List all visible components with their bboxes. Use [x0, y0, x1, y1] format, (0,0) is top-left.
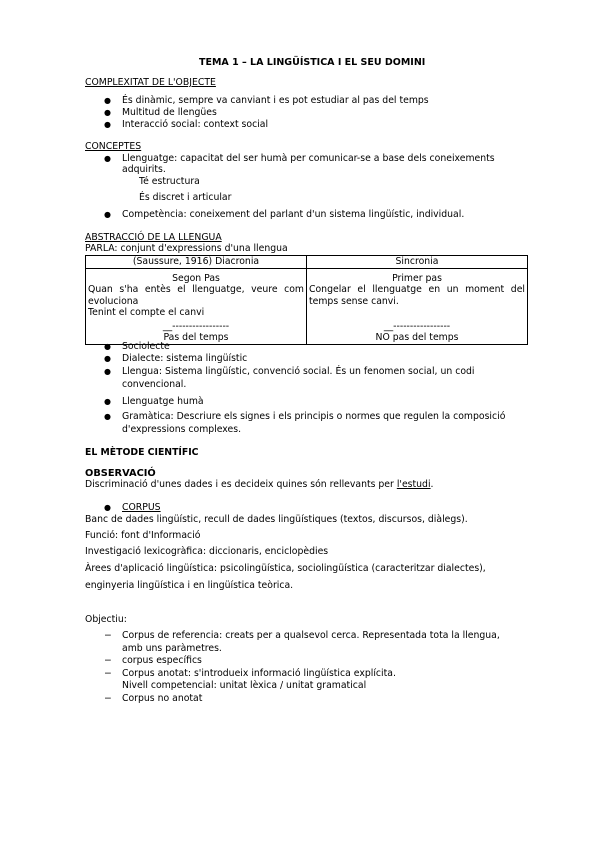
- list-item-cont: convencional.: [122, 379, 187, 390]
- list-item: Gramàtica: Descriure els signes i els principis o normes que regulen la composició: [122, 411, 506, 422]
- dash-item: Corpus de referencia: creats per a qualsevol cerca. Representada tota la llengua,: [122, 630, 500, 641]
- left-text2: Tenint el compte el canvi: [88, 307, 205, 318]
- observacio-heading: OBSERVACIÓ: [85, 468, 156, 479]
- bullet-icon: ●: [104, 503, 111, 512]
- right-text: Congelar el llenguatge en un moment del temps sense canvi.: [309, 284, 525, 307]
- parla-definition: PARLA: conjunt d'expressions d'una llengua: [85, 243, 288, 254]
- bullet-icon: ●: [104, 412, 111, 421]
- left-footer: Pas del temps: [163, 332, 229, 343]
- bullet-icon: ●: [104, 367, 111, 376]
- dash-icon: −: [104, 693, 112, 704]
- left-line: __-----------------: [162, 320, 230, 332]
- list-item: Sociolecte: [122, 341, 170, 352]
- investigacio-text: Investigació lexicogràfica: diccionaris, enciclopèdies: [85, 546, 329, 557]
- corpus-heading: CORPUS: [122, 502, 161, 513]
- dash-item: corpus específics: [122, 655, 202, 666]
- metode-heading: EL MÈTODE CIENTÍFIC: [85, 447, 199, 458]
- left-text: Quan s'ha entès el llenguatge, veure com evoluciona: [88, 284, 304, 307]
- table-header-left: (Saussure, 1916) Diacronia: [86, 256, 307, 269]
- complexitat-heading: COMPLEXITAT DE L'OBJECTE: [85, 77, 216, 88]
- table-header-right: Sincronia: [307, 256, 528, 269]
- bullet-icon: ●: [104, 342, 111, 351]
- primer-pas: Primer pas: [392, 272, 442, 284]
- bullet-icon: ●: [104, 397, 111, 406]
- right-line: __-----------------: [383, 320, 451, 332]
- bullet-icon: ●: [104, 108, 111, 117]
- dash-icon: −: [104, 668, 112, 679]
- bullet-icon: ●: [104, 354, 111, 363]
- bullet-icon: ●: [104, 96, 111, 105]
- list-item-cont: d'expressions complexes.: [122, 424, 242, 435]
- dash-icon: −: [104, 630, 112, 641]
- dash-icon: −: [104, 655, 112, 666]
- banc-text: Banc de dades lingüístic, recull de dades lingüístiques (textos, discursos, diàlegs).: [85, 514, 468, 525]
- dash-item: Corpus anotat: s'introdueix informació lingüística explícita.: [122, 668, 396, 679]
- list-item-cont: adquirits.: [122, 164, 166, 175]
- list-item: És dinàmic, sempre va canviant i es pot estudiar al pas del temps: [122, 95, 429, 106]
- arees-text-cont: enginyeria lingüística i en lingüística teòrica.: [85, 580, 294, 591]
- list-item: Llenguatge: capacitat del ser humà per comunicar-se a base dels coneixements: [122, 153, 495, 164]
- sub-item: És discret i articular: [139, 192, 232, 203]
- arees-text: Àrees d'aplicació lingüística: psicolingüística, sociolingüística (caracteritzar dialectes),: [85, 563, 486, 574]
- table-cell-right: [307, 268, 528, 344]
- bullet-icon: ●: [104, 210, 111, 219]
- estudi-link: l'estudi: [396, 479, 431, 490]
- list-item: Dialecte: sistema lingüístic: [122, 353, 248, 364]
- observacio-text: Discriminació d'unes dades i es decideix quines són rellevants per l'estudi.: [85, 479, 434, 490]
- bullet-icon: ●: [104, 120, 111, 129]
- list-item: Competència: coneixement del parlant d'un sistema lingüístic, individual.: [122, 209, 465, 220]
- sub-item: Té estructura: [139, 176, 200, 187]
- funcio-text: Funció: font d'Informació: [85, 530, 201, 541]
- list-item: Llenguatge humà: [122, 396, 204, 407]
- list-item: Interacció social: context social: [122, 119, 269, 130]
- objectiu-label: Objectiu:: [85, 614, 127, 625]
- conceptes-heading: CONCEPTES: [85, 141, 142, 152]
- list-item: Multitud de llengües: [122, 107, 217, 118]
- dash-item-cont: Nivell competencial: unitat lèxica / unitat gramatical: [122, 680, 367, 691]
- table-cell-left: [86, 268, 307, 344]
- right-footer: NO pas del temps: [375, 332, 459, 343]
- dash-item-cont: amb uns paràmetres.: [122, 643, 222, 654]
- dash-item: Corpus no anotat: [122, 693, 203, 704]
- page-title: TEMA 1 – LA LINGÜÍSTICA I EL SEU DOMINI: [199, 57, 426, 68]
- segon-pas: Segon Pas: [172, 272, 220, 284]
- abstraccio-heading: ABSTRACCIÓ DE LA LLENGUA: [85, 232, 222, 243]
- list-item: Llengua: Sistema lingüístic, convenció social. És un fenomen social, un codi: [122, 366, 475, 377]
- diacronia-sincronia-table: [85, 255, 528, 345]
- bullet-icon: ●: [104, 154, 111, 163]
